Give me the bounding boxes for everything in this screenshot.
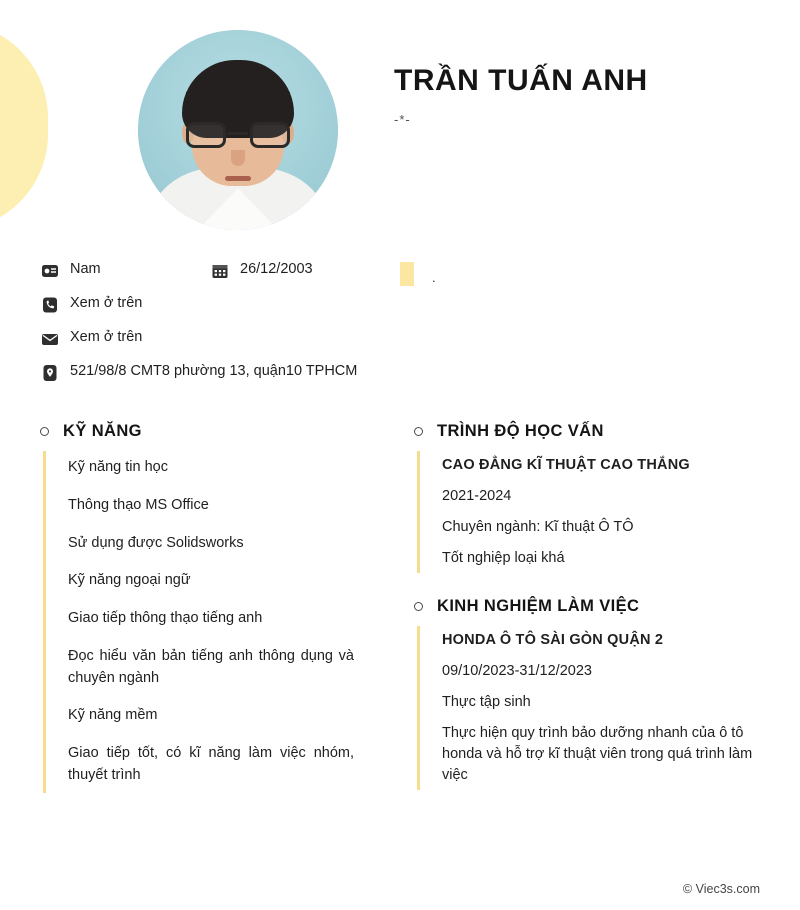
skills-section	[40, 422, 398, 793]
education-school: CAO ĐẲNG KĨ THUẬT CAO THẮNG	[442, 457, 690, 473]
experience-role: Thực tập sinh	[442, 694, 531, 711]
section-bullet-icon	[40, 427, 49, 436]
resume-body	[0, 396, 800, 793]
location-pin-icon	[40, 363, 60, 383]
headline-subtitle: -*-	[394, 112, 411, 127]
list-item: Kỹ năng ngoại ngữ	[68, 572, 191, 589]
section-bullet-icon	[414, 602, 423, 611]
list-item: Giao tiếp thông thạo tiếng anh	[68, 610, 263, 626]
note-text: .	[432, 270, 436, 285]
contact-gender	[40, 260, 210, 281]
note-block	[400, 262, 760, 286]
list-item: Đọc hiểu văn bản tiếng anh thông dụng và chuyên ngành	[68, 647, 354, 686]
contact-address	[40, 362, 400, 383]
contact-phone	[40, 294, 400, 315]
education-major: Chuyên ngành: Kĩ thuật Ô TÔ	[442, 519, 634, 536]
calendar-icon	[210, 261, 230, 281]
contact-block	[0, 260, 800, 396]
contact-birthday	[210, 260, 313, 281]
education-period: 2021-2024	[442, 488, 512, 505]
education-section	[414, 422, 760, 573]
resume-header	[0, 0, 800, 230]
experience-company: HONDA Ô TÔ SÀI GÒN QUẬN 2	[442, 632, 664, 649]
education-entry	[442, 455, 760, 569]
education-result: Tốt nghiệp loại khá	[442, 550, 565, 567]
contact-phone-value: Xem ở trên	[70, 295, 143, 311]
contact-address-value: 521/98/8 CMT8 phường 13, quận10 TPHCM	[70, 363, 358, 379]
section-bullet-icon	[414, 427, 423, 436]
avatar	[138, 30, 338, 230]
list-item: Sử dụng được Solidsworks	[68, 534, 244, 551]
experience-entry	[442, 630, 760, 786]
list-item: Thông thạo MS Office	[68, 496, 209, 513]
phone-icon	[40, 295, 60, 315]
mail-icon	[40, 329, 60, 349]
contact-email	[40, 328, 400, 349]
contact-gender-value: Nam	[70, 261, 101, 277]
page-title: TRẦN TUẤN ANH	[394, 64, 648, 97]
experience-period: 09/10/2023-31/12/2023	[442, 663, 592, 680]
accent-swatch	[400, 262, 414, 286]
list-item: Kỹ năng tin học	[68, 459, 168, 475]
contact-email-value: Xem ở trên	[70, 329, 143, 345]
experience-section	[414, 597, 760, 790]
contact-birthday-value: 26/12/2003	[240, 261, 313, 277]
gender-icon	[40, 261, 60, 281]
list-item: Giao tiếp tốt, có kĩ năng làm việc nhóm, thuyết trình	[68, 745, 354, 783]
footer-watermark: © Viec3s.com	[682, 882, 760, 896]
experience-section-title: KINH NGHIỆM LÀM VIỆC	[437, 597, 640, 616]
glasses-icon	[186, 122, 290, 148]
experience-description: Thực hiện quy trình bảo dưỡng nhanh của ô tô honda và hỗ trợ kĩ thuật viên trong quá trình làm việc	[442, 725, 753, 784]
list-item: Kỹ năng mềm	[68, 707, 158, 724]
education-section-title: TRÌNH ĐỘ HỌC VẤN	[437, 422, 604, 440]
skills-section-title: KỸ NĂNG	[63, 422, 142, 440]
